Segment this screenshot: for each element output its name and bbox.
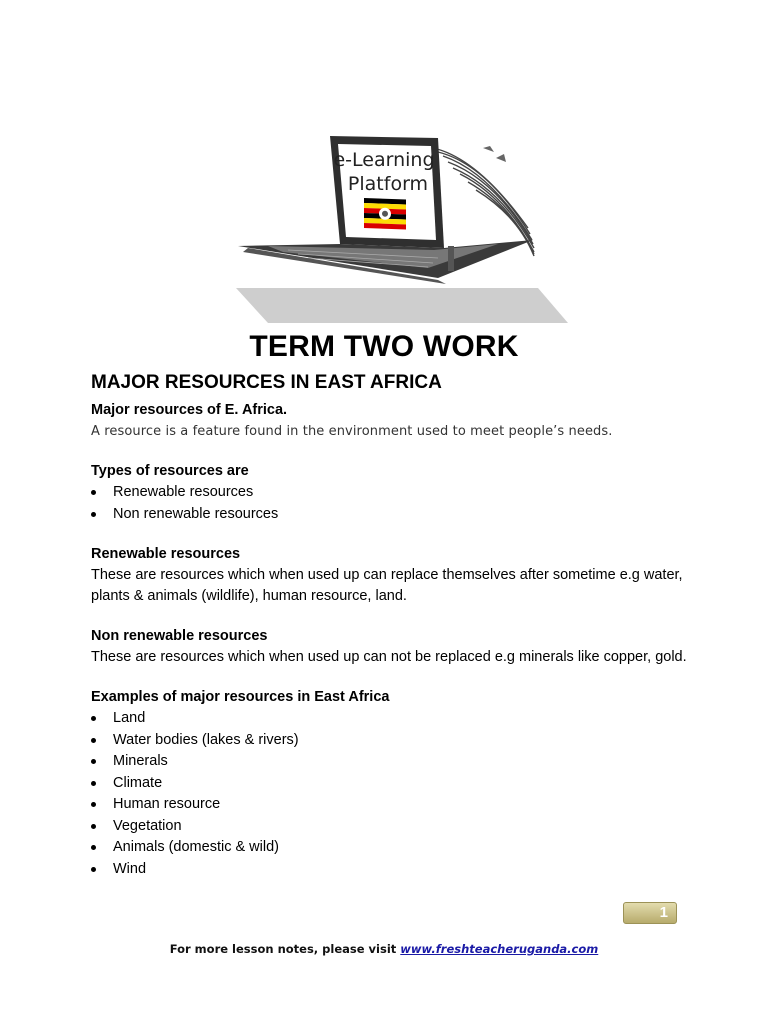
footer-text: For more lesson notes, please visit — [169, 942, 401, 956]
list-item: Human resource — [91, 794, 691, 816]
resource-definition: A resource is a feature found in the environment used to meet people’s needs. — [91, 424, 613, 439]
logo-text-line2: Platform — [347, 173, 429, 195]
intro-heading: Major resources of E. Africa. — [91, 402, 288, 418]
renewable-heading: Renewable resources — [91, 546, 241, 562]
list-item: Minerals — [91, 751, 691, 773]
examples-list — [91, 708, 691, 880]
list-item: Animals (domestic & wild) — [91, 837, 691, 859]
page-number-badge: 1 — [623, 902, 677, 924]
non-renewable-heading: Non renewable resources — [91, 628, 268, 644]
list-item: Vegetation — [91, 816, 691, 838]
renewable-text: These are resources which when used up can replace themselves after sometime e.g water, plants & animals (wildlife), human resource, land. — [91, 567, 683, 604]
list-item: Water bodies (lakes & rivers) — [91, 730, 691, 752]
footer-link[interactable]: www.freshteacheruganda.com — [400, 942, 599, 956]
section-heading: MAJOR RESOURCES IN EAST AFRICA — [91, 372, 442, 393]
list-item: Non renewable resources — [91, 504, 691, 526]
list-item: Land — [91, 708, 691, 730]
list-item: Climate — [91, 773, 691, 795]
footer — [0, 942, 768, 956]
types-list — [91, 482, 691, 525]
list-item: Wind — [91, 859, 691, 881]
list-item: Renewable resources — [91, 482, 691, 504]
document-body — [91, 372, 691, 880]
page-title: TERM TWO WORK — [249, 330, 519, 363]
examples-heading: Examples of major resources in East Africa — [91, 689, 390, 705]
types-heading: Types of resources are — [91, 463, 249, 479]
uganda-flag-icon — [364, 198, 406, 229]
logo-text-line1: e-Learning — [333, 149, 435, 171]
e-learning-platform-logo — [228, 128, 578, 328]
non-renewable-text: These are resources which when used up can not be replaced e.g minerals like copper, gold. — [91, 649, 687, 665]
